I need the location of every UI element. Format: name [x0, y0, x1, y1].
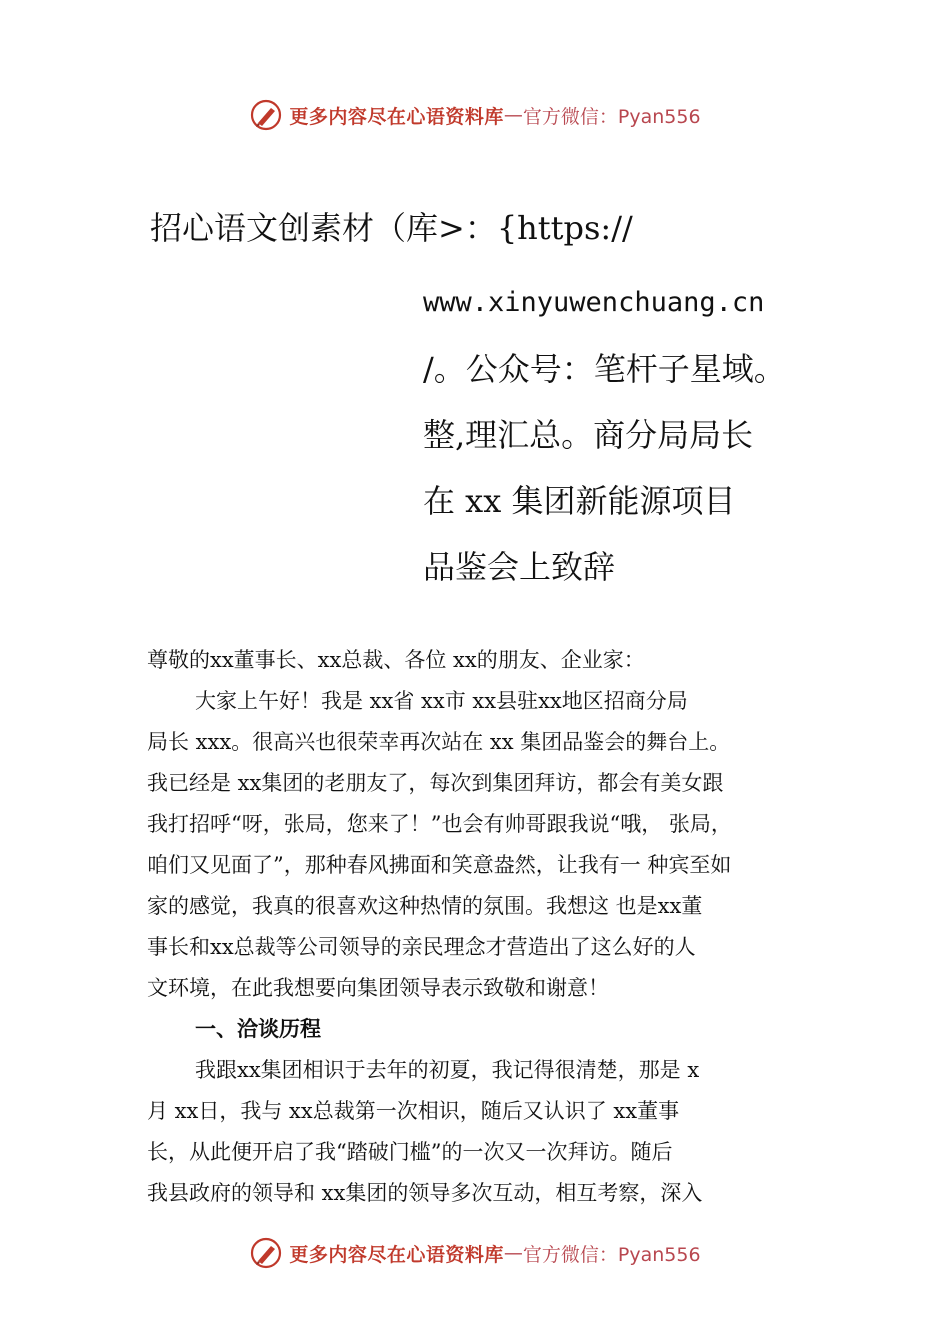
- paragraph-line: 月 xx日，我与 xx总裁第一次相识，随后又认识了 xx董事: [147, 1099, 680, 1123]
- paragraph-line: 我跟xx集团相识于去年的初夏，我记得很清楚，那是 x: [195, 1058, 700, 1082]
- banner-dash: —: [503, 1242, 523, 1264]
- banner-wechat: 官方微信：Pyan556: [522, 105, 701, 128]
- paragraph-line: 事长和xx总裁等公司领导的亲民理念才营造出了这么好的人: [147, 935, 696, 959]
- header-banner: [0, 95, 950, 135]
- paragraph-line: 长，从此便开启了我“踏破门槛”的一次又一次拜访。随后: [147, 1140, 673, 1164]
- paragraph-line: 咱们又见面了”，那种春风拂面和笑意盎然，让我有一 种宾至如: [147, 853, 732, 877]
- pen-nib-logo-icon: [249, 1236, 283, 1270]
- title-line-6: 品鉴会上致辞: [423, 548, 616, 586]
- title-line-2: www.xinyuwenchuang.cn: [423, 287, 765, 318]
- paragraph-line: 我打招呼“呀，张局，您来了！”也会有帅哥跟我说“哦， 张局，: [147, 812, 732, 836]
- paragraph-line: 我县政府的领导和 xx集团的领导多次互动，相互考察，深入: [147, 1181, 703, 1205]
- banner-text: 更多内容尽在心语资料库: [289, 1243, 504, 1266]
- banner-dash: —: [503, 104, 523, 126]
- banner-wechat: 官方微信：Pyan556: [522, 1243, 701, 1266]
- title-line-3: /。公众号：笔杆子星域。: [423, 350, 786, 388]
- speech-body: [147, 640, 837, 1214]
- document-title: [423, 270, 843, 600]
- title-line-5: 在 xx 集团新能源项目: [423, 482, 736, 520]
- banner-text: 更多内容尽在心语资料库: [289, 105, 504, 128]
- title-line-4: 整,理汇总。商分局局长: [423, 416, 754, 454]
- paragraph-line: 文环境，在此我想要向集团领导表示致敬和谢意！: [147, 976, 609, 1000]
- paragraph-line: 局长 xxx。很高兴也很荣幸再次站在 xx 集团品鉴会的舞台上。: [147, 730, 731, 754]
- salutation: 尊敬的xx董事长、xx总裁、各位 xx的朋友、企业家：: [147, 648, 645, 672]
- paragraph-line: 大家上午好！我是 xx省 xx市 xx县驻xx地区招商分局: [195, 689, 688, 713]
- paragraph-line: 家的感觉，我真的很喜欢这种热情的氛围。我想这 也是xx董: [147, 894, 703, 918]
- title-line-1: 招心语文创素材（库>：{https://: [150, 209, 633, 247]
- footer-banner: [0, 1233, 950, 1273]
- section-heading: 一、洽谈历程: [195, 1017, 321, 1041]
- paragraph-line: 我已经是 xx集团的老朋友了，每次到集团拜访，都会有美女跟: [147, 771, 724, 795]
- pen-nib-logo-icon: [249, 98, 283, 132]
